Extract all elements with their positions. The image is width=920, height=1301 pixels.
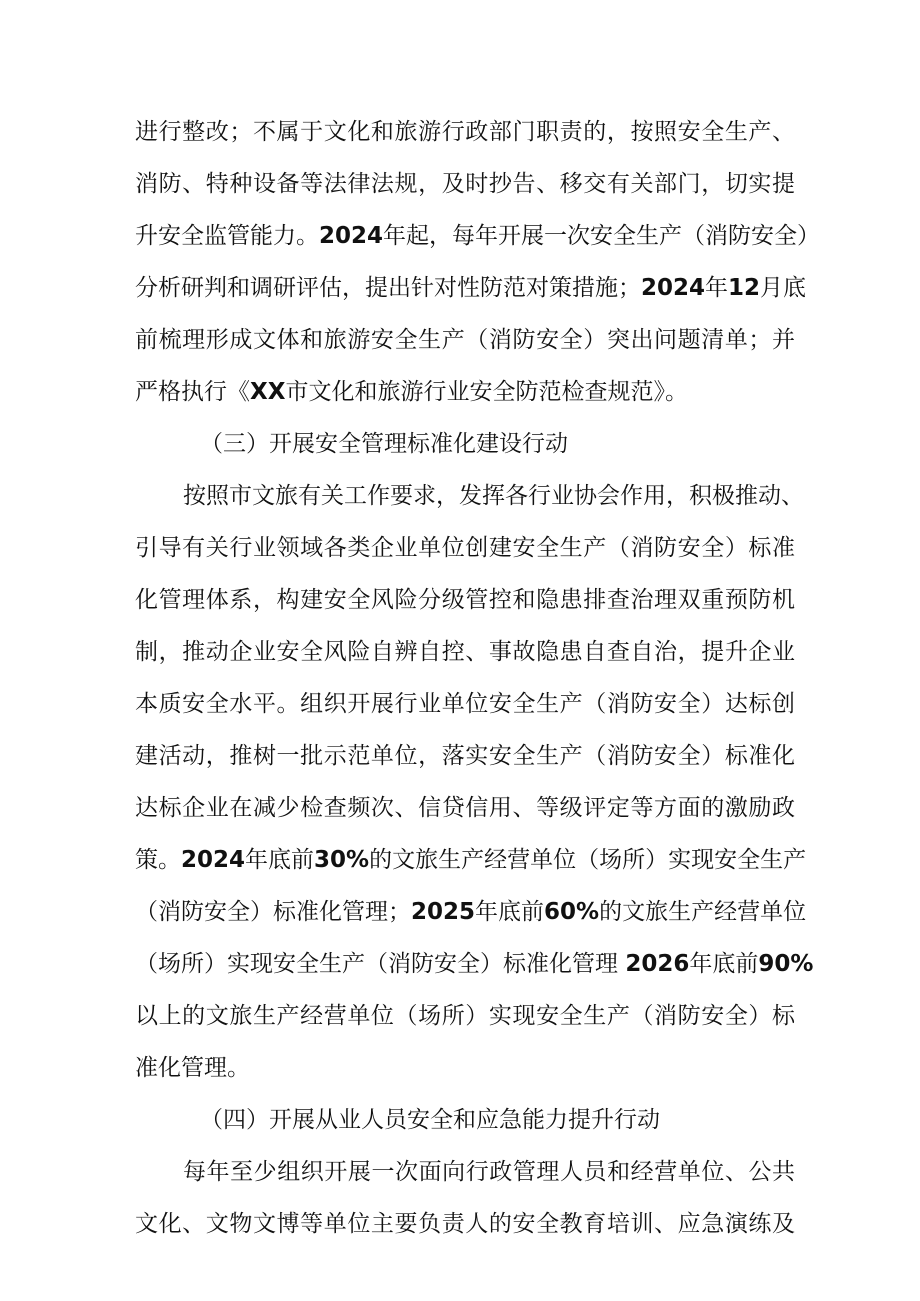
paragraph-line: 升安全监管能力。2024年起，每年开展一次安全生产（消防安全） — [135, 223, 821, 249]
paragraph-line: 策。2024年底前30%的文旅生产经营单位（场所）实现安全生产 — [135, 847, 807, 873]
paragraph-line: 严格执行《XX市文化和旅游行业安全防范检查规范》。 — [135, 379, 688, 405]
paragraph-line: 达标企业在减少检查频次、信贷信用、等级评定等方面的激励政 — [135, 795, 795, 821]
paragraph-line: 按照市文旅有关工作要求，发挥各行业协会作用，积极推动、 — [183, 483, 804, 509]
paragraph-line: 每年至少组织开展一次面向行政管理人员和经营单位、公共 — [183, 1159, 795, 1185]
section-heading-4: （四）开展从业人员安全和应急能力提升行动 — [200, 1107, 660, 1133]
paragraph-line: 以上的文旅生产经营单位（场所）实现安全生产（消防安全）标 — [135, 1003, 795, 1029]
paragraph-line: 进行整改；不属于文化和旅游行政部门职责的，按照安全生产、 — [135, 119, 795, 145]
paragraph-line: 建活动，推树一批示范单位，落实安全生产（消防安全）标准化 — [135, 743, 795, 769]
paragraph-line: （消防安全）标准化管理；2025年底前60%的文旅生产经营单位 — [135, 899, 807, 925]
section-heading-3: （三）开展安全管理标准化建设行动 — [200, 431, 568, 457]
paragraph-line: 本质安全水平。组织开展行业单位安全生产（消防安全）达标创 — [135, 691, 795, 717]
paragraph-line: 引导有关行业领域各类企业单位创建安全生产（消防安全）标准 — [135, 535, 795, 561]
paragraph-line: 文化、文物文博等单位主要负责人的安全教育培训、应急演练及 — [135, 1211, 795, 1237]
paragraph-line: 分析研判和调研评估，提出针对性防范对策措施；2024年12月底 — [135, 275, 807, 301]
paragraph-line: 消防、特种设备等法律法规，及时抄告、移交有关部门，切实提 — [135, 171, 795, 197]
paragraph-line: 制，推动企业安全风险自辨自控、事故隐患自查自治，提升企业 — [135, 639, 795, 665]
paragraph-line: （场所）实现安全生产（消防安全）标准化管理 2026年底前90% — [135, 951, 814, 977]
paragraph-line: 前梳理形成文体和旅游安全生产（消防安全）突出问题清单；并 — [135, 327, 795, 353]
paragraph-line: 化管理体系，构建安全风险分级管控和隐患排查治理双重预防机 — [135, 587, 795, 613]
paragraph-line: 准化管理。 — [135, 1055, 250, 1081]
